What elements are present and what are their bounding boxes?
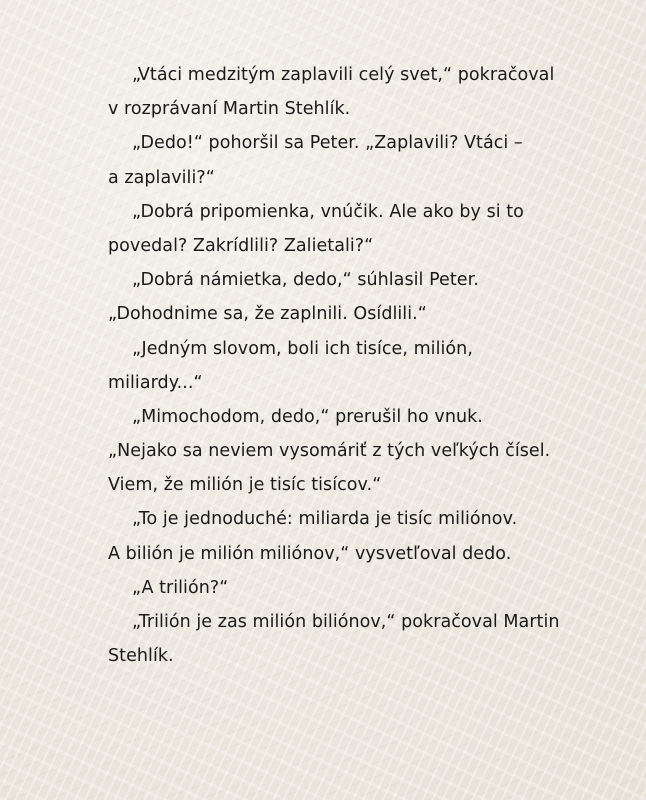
text-line: „Dobrá pripomienka, vnúčik. Ale ako by si to: [132, 201, 524, 222]
text-line: v rozprávaní Martin Stehlík.: [108, 99, 351, 120]
text-line: „Mimochodom, dedo,“ prerušil ho vnuk.: [132, 406, 483, 427]
text-line: Viem, že milión je tisíc tisícov.“: [108, 475, 382, 496]
text-line: „A trilión?“: [132, 577, 229, 598]
text-line: „Dedo!“ pohoršil sa Peter. „Zaplavili? Vtáci –: [132, 133, 523, 154]
text-line: „Jedným slovom, boli ich tisíce, milión,: [132, 338, 473, 359]
text-line: „Trilión je zas milión biliónov,“ pokračoval Martin: [132, 612, 560, 632]
story-text: [108, 58, 568, 673]
text-line: povedal? Zakrídlili? Zalietali?“: [108, 235, 374, 256]
text-line: „Dohodnime sa, že zaplnili. Osídlili.“: [108, 304, 427, 325]
text-line: miliardy...“: [108, 372, 203, 393]
text-line: „Nejako sa neviem vysomáriť z tých veľkých čísel.: [108, 441, 551, 462]
text-line: „To je jednoduché: miliarda je tisíc miliónov.: [132, 509, 518, 530]
text-line: A bilión je milión miliónov,“ vysvetľoval dedo.: [108, 543, 512, 564]
text-line: Stehlík.: [108, 646, 174, 667]
text-line: „Vtáci medzitým zaplavili celý svet,“ pokračoval: [132, 65, 555, 85]
text-line: „Dobrá námietka, dedo,“ súhlasil Peter.: [132, 270, 479, 291]
text-line: a zaplavili?“: [108, 167, 215, 188]
